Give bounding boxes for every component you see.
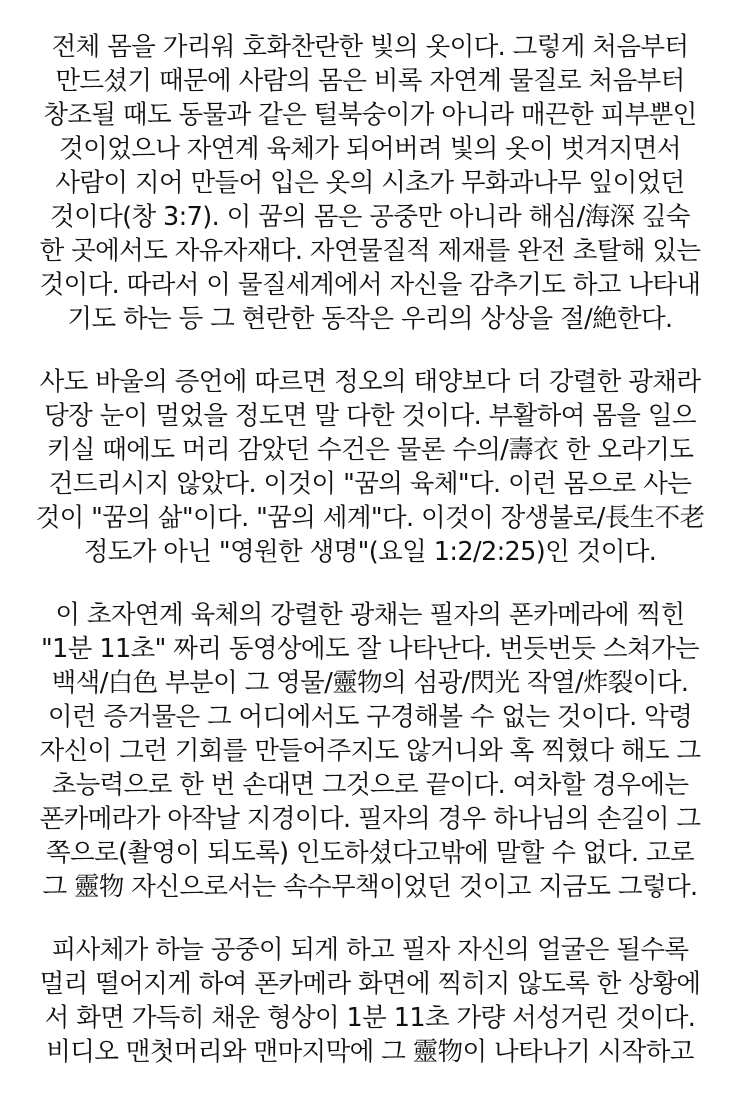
text-line: 피사체가 하늘 공중이 되게 하고 필자 자신의 얼굴은 될수록 [51,935,689,965]
text-line: 멀리 떨어지게 하여 폰카메라 화면에 찍히지 않도록 한 상황에 [39,969,701,999]
text-line: 것이다. 따라서 이 물질세계에서 자신을 감추기도 하고 나타내 [39,270,701,300]
text-line: 사람이 지어 만들어 입은 옷의 시초가 무화과나무 잎이었던 [55,168,685,198]
text-line: "1분 11초" 짜리 동영상에도 잘 나타난다. 번듯번듯 스쳐가는 [41,634,699,664]
text-line: 그 靈物 자신으로서는 속수무책이었던 것이고 지금도 그렇다. [42,872,698,902]
text-line: 당장 눈이 멀었을 정도면 말 다한 것이다. 부활하여 몸을 일으 [44,401,696,431]
text-line: 정도가 아닌 "영원한 생명"(요일 1:2/2:25)인 것이다. [83,537,657,567]
text-line: 초능력으로 한 번 손대면 그것으로 끝이다. 여차할 경우에는 [51,770,689,800]
text-line: 이 초자연계 육체의 강렬한 광채는 필자의 폰카메라에 찍힌 [55,600,685,630]
text-line: 자신이 그런 기회를 만들어주지도 않거니와 혹 찍혔다 해도 그 [39,736,701,766]
text-line: 기도 하는 등 그 현란한 동작은 우리의 상상을 절/絶한다. [67,304,673,334]
text-line: 키실 때에도 머리 감았던 수건은 물론 수의/壽衣 한 오라기도 [46,435,694,465]
text-line: 이런 증거물은 그 어디에서도 구경해볼 수 없는 것이다. 악령 [47,702,693,732]
paragraph-3 [18,598,722,904]
text-line: 건드리시지 않았다. 이것이 "꿈의 육체"다. 이런 몸으로 사는 [48,469,692,499]
paragraph-1 [18,30,722,336]
text-line: 전체 몸을 가리워 호화찬란한 빛의 옷이다. 그렇게 처음부터 [51,32,689,62]
text-line: 백색/白色 부분이 그 영물/靈物의 섬광/閃光 작열/炸裂이다. [51,668,689,698]
text-line: 창조될 때도 동물과 같은 털북숭이가 아니라 매끈한 피부뿐인 [43,100,697,130]
text-line: 서 화면 가득히 채운 형상이 1분 11초 가량 서성거린 것이다. [44,1003,696,1033]
paragraph-4 [18,933,722,1069]
paragraph-2 [18,365,722,569]
text-line: 비디오 맨첫머리와 맨마지막에 그 靈物이 나타나기 시작하고 [46,1037,694,1067]
text-line: 쪽으로(촬영이 되도록) 인도하셨다고밖에 말할 수 없다. 고로 [45,838,695,868]
text-line: 만드셨기 때문에 사람의 몸은 비록 자연계 물질로 처음부터 [55,66,685,96]
text-line: 것이다(창 3:7). 이 꿈의 몸은 공중만 아니라 해심/海深 깊숙 [50,202,690,232]
text-line: 사도 바울의 증언에 따르면 정오의 태양보다 더 강렬한 광채라 [39,367,701,397]
text-line: 것이었으나 자연계 육체가 되어버려 빛의 옷이 벗겨지면서 [59,134,681,164]
text-line: 것이 "꿈의 삶"이다. "꿈의 세계"다. 이것이 장생불로/長生不老 [35,503,705,533]
text-line: 폰카메라가 아작날 지경이다. 필자의 경우 하나님의 손길이 그 [39,804,701,834]
text-line: 한 곳에서도 자유자재다. 자연물질적 제재를 완전 초탈해 있는 [39,236,701,266]
